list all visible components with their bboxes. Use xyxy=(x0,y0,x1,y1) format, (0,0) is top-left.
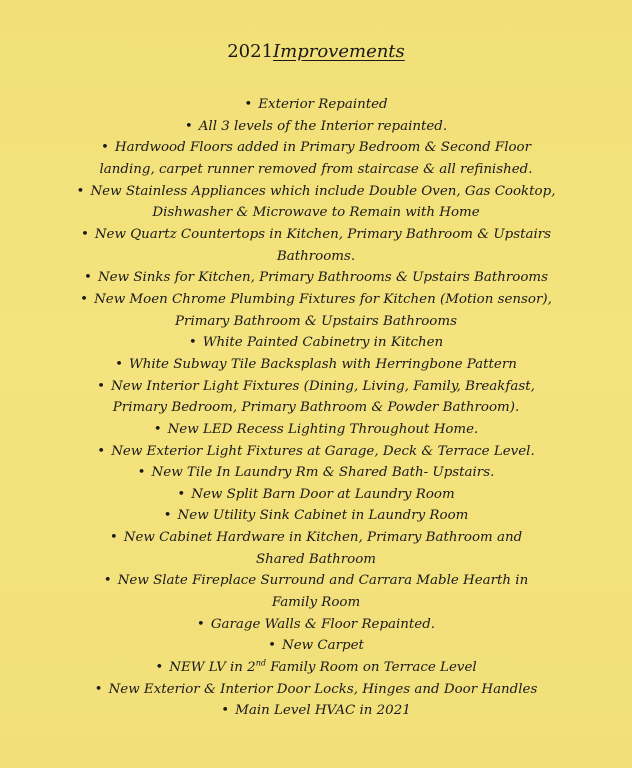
list-item-line xyxy=(30,376,602,398)
item-text: Primary Bedroom, Primary Bathroom & Powder Bathroom). xyxy=(112,400,520,416)
item-text: Main Level HVAC in 2021 xyxy=(235,703,411,719)
item-text: New Tile In Laundry Rm & Shared Bath- Upstairs. xyxy=(151,465,495,481)
list-item xyxy=(30,700,602,722)
list-item xyxy=(30,224,602,267)
bullet-icon: • xyxy=(94,681,103,697)
bullet-icon: • xyxy=(163,508,172,524)
bullet-icon: • xyxy=(84,270,92,286)
list-item-line xyxy=(30,94,602,116)
list-item xyxy=(30,289,602,332)
item-text: Primary Bathroom & Upstairs Bathrooms xyxy=(175,313,457,329)
bullet-icon: • xyxy=(137,465,146,481)
item-text: Garage Walls & Floor Repainted. xyxy=(210,616,436,632)
ordinal-superscript: nd xyxy=(255,658,266,668)
list-item-line xyxy=(30,181,602,203)
item-text: New Exterior & Interior Door Locks, Hinges and Door Handles xyxy=(108,681,538,697)
list-item xyxy=(30,116,602,138)
item-text: White Painted Cabinetry in Kitchen xyxy=(202,335,444,351)
bullet-icon: • xyxy=(80,226,89,242)
bullet-icon: • xyxy=(100,140,109,156)
title-year: 2021 xyxy=(227,41,274,62)
list-item-line xyxy=(30,549,602,571)
list-item xyxy=(30,462,602,484)
bullet-icon: • xyxy=(153,421,162,437)
list-item-line xyxy=(30,246,602,268)
bullet-icon: • xyxy=(177,486,186,502)
list-item xyxy=(30,441,602,463)
list-item xyxy=(30,354,602,376)
improvements-list xyxy=(30,94,602,722)
list-item xyxy=(30,614,602,636)
list-item-line xyxy=(30,570,602,592)
list-item-line xyxy=(30,116,602,138)
list-item-line xyxy=(30,202,602,224)
item-text: NEW LV in 2 xyxy=(169,660,256,676)
list-item-line xyxy=(30,700,602,722)
bullet-icon: • xyxy=(97,378,106,394)
item-text: Hardwood Floors added in Primary Bedroom & Second Floor xyxy=(114,140,532,156)
list-item xyxy=(30,570,602,613)
title-word: Improvements xyxy=(273,41,405,62)
list-item-line xyxy=(30,332,602,354)
list-item xyxy=(30,484,602,506)
list-item-line xyxy=(30,267,602,289)
list-item-line xyxy=(30,505,602,527)
bullet-icon: • xyxy=(103,573,112,589)
list-item-line xyxy=(30,419,602,441)
item-text: New Sinks for Kitchen, Primary Bathrooms & Upstairs Bathrooms xyxy=(97,270,548,286)
document-title xyxy=(0,41,632,62)
item-text: Shared Bathroom xyxy=(256,551,376,567)
list-item xyxy=(30,419,602,441)
item-text: All 3 levels of the Interior repainted. xyxy=(198,118,448,134)
bullet-icon: • xyxy=(76,183,85,199)
list-item-line xyxy=(30,311,602,333)
list-item xyxy=(30,332,602,354)
list-item-line xyxy=(30,484,602,506)
item-text: New Cabinet Hardware in Kitchen, Primary Bathroom and xyxy=(123,530,523,546)
list-item-line xyxy=(30,159,602,181)
list-item xyxy=(30,267,602,289)
list-item xyxy=(30,657,602,679)
item-text: Family Room xyxy=(271,595,361,611)
list-item-line xyxy=(30,397,602,419)
item-text: New Carpet xyxy=(282,638,364,654)
bullet-icon: • xyxy=(268,638,277,654)
item-text: landing, carpet runner removed from staircase & all refinished. xyxy=(99,161,533,177)
item-text: New Interior Light Fixtures (Dining, Living, Family, Breakfast, xyxy=(111,378,535,394)
list-item-line xyxy=(30,614,602,636)
list-item xyxy=(30,181,602,224)
list-item-line xyxy=(30,354,602,376)
bullet-icon: • xyxy=(80,291,89,307)
list-item-line xyxy=(30,137,602,159)
list-item-line xyxy=(30,441,602,463)
item-text: New Slate Fireplace Surround and Carrara Mable Hearth in xyxy=(117,573,529,589)
list-item-line xyxy=(30,289,602,311)
bullet-icon: • xyxy=(97,443,106,459)
bullet-icon: • xyxy=(188,335,197,351)
bullet-icon: • xyxy=(196,616,205,632)
item-text: Bathrooms. xyxy=(276,248,356,264)
list-item-line xyxy=(30,679,602,701)
list-item xyxy=(30,376,602,419)
item-text: Dishwasher & Microwave to Remain with Home xyxy=(152,205,480,221)
list-item-line xyxy=(30,527,602,549)
list-item xyxy=(30,94,602,116)
item-text: New Quartz Countertops in Kitchen, Primary Bathroom & Upstairs xyxy=(94,226,552,242)
bullet-icon: • xyxy=(115,356,123,372)
list-item xyxy=(30,527,602,570)
item-text: New LED Recess Lighting Throughout Home. xyxy=(167,421,479,437)
list-item xyxy=(30,137,602,180)
list-item-line xyxy=(30,635,602,657)
list-item-line xyxy=(30,657,602,679)
list-item xyxy=(30,505,602,527)
list-item-line xyxy=(30,224,602,246)
list-item xyxy=(30,635,602,657)
item-text: New Moen Chrome Plumbing Fixtures for Kitchen (Motion sensor), xyxy=(94,291,552,307)
item-text: New Exterior Light Fixtures at Garage, Deck & Terrace Level. xyxy=(111,443,535,459)
item-text: New Stainless Appliances which include Double Oven, Gas Cooktop, xyxy=(90,183,556,199)
item-text: White Subway Tile Backsplash with Herringbone Pattern xyxy=(129,356,517,372)
item-text: New Utility Sink Cabinet in Laundry Room xyxy=(177,508,469,524)
bullet-icon: • xyxy=(155,660,164,676)
bullet-icon: • xyxy=(221,703,230,719)
item-text: Family Room on Terrace Level xyxy=(265,660,477,676)
item-text: New Split Barn Door at Laundry Room xyxy=(191,486,455,502)
bullet-icon: • xyxy=(244,97,253,112)
list-item-line xyxy=(30,462,602,484)
list-item-line xyxy=(30,592,602,614)
bullet-icon: • xyxy=(109,530,118,546)
bullet-icon: • xyxy=(184,118,193,134)
list-item xyxy=(30,679,602,701)
item-text: Exterior Repainted xyxy=(258,97,388,112)
